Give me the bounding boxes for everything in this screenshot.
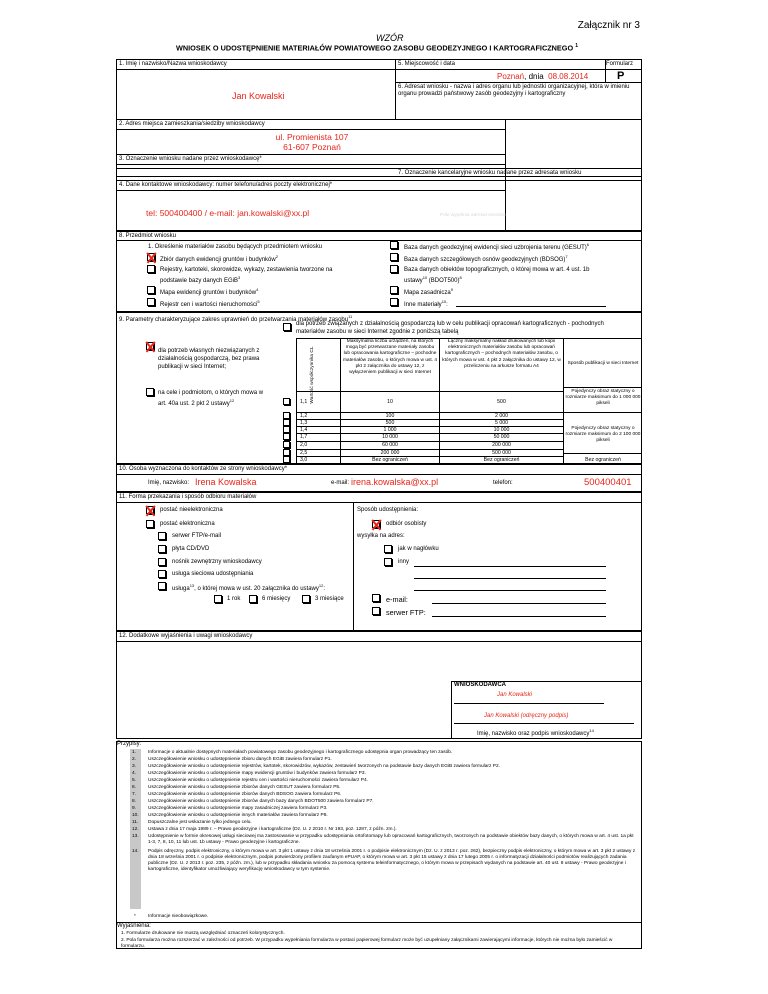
s9-row-cl: 3,0 [300, 457, 308, 463]
s9-col2: Łączny maksymalny nakład drukowanych lub kopii elektronicznych materiałów zasobu lub opracowań kartograficznych – pochodnych materiałów zasobu, o których mowa w ust. 4 pkt 2 załącznika do ustawy 12, w przeliczeniu na arkusze formatu A4 [442, 339, 561, 369]
footnote-text: Ustawa z dnia 17 maja 1989 r. – Prawo geodezyjne i kartograficzne (Dz. U. z 2010 r. Nr 193, poz. 1287, z późn. zm.). [148, 827, 397, 832]
s8-item-mapa-ewid: Mapa ewidencji gruntów i budynków$^4$ [160, 287, 259, 296]
address-line2[interactable]: 61-607 Poznań [283, 142, 341, 152]
s9-col3: Sposób publikacji w sieci Internet [567, 361, 639, 366]
s12-applicant: WNIOSKODAWCA [454, 682, 506, 688]
s8-item-bdsog: Baza danych szczegółowych osnów geodezyjnych (BDSOG)$^7$ [404, 254, 568, 263]
s10-email[interactable]: irena.kowalska@xx.pl [351, 477, 439, 487]
footnote-number: 11. [132, 820, 139, 825]
footnote-text: Uszczegółowienie wniosku o udostępnienie innych materiałów zawiera formularz P8. [148, 813, 328, 818]
footnote-star-mark: * [134, 914, 136, 919]
s8-intro: 1. Określenie materiałów zasobu będących przedmiotem wniosku [148, 244, 323, 250]
place-date[interactable]: Poznań, dnia 08.08.2014 [497, 72, 589, 81]
s8-item-inne: Inne materiały$^{10}$: [404, 299, 448, 308]
s8-checkbox-gesut[interactable] [390, 241, 398, 249]
footnote-number: 4. [132, 771, 137, 776]
footnote-text: Udostępnienie w formie okresowej usługi sieciowej ma zastosowanie w przypadku udostępniania ortofotomapy lub opracowań kartograficznych, tworzonych na podstawie obiektów bazy danych, o których mowa w art. 4 ust. 1a pkt 1-3, 7, 8, 10, 11 lub ust. 1b ustawy - Prawo geodezyjne i kartograficzne. [148, 834, 634, 845]
s10-phone[interactable]: 500400401 [584, 477, 632, 488]
s9-label: 9. Parametry charakteryzujące zakres uprawnień do przetwarzania materiałów zasobu$^{11}$ [119, 314, 353, 323]
s11-checkbox-ftp-server[interactable] [372, 607, 380, 615]
explanation-2: 2. Pola formularza można rozszerzać w zależności od potrzeb. W przypadku wypełniania formularza w postaci papierowej formularz może być uzupełniany załącznikami zawierającymi informacje, których nie można było zamieścić w formularzu. [121, 938, 613, 949]
s9-row-dev: 10 [387, 398, 393, 405]
s9-row-cl: 1,4 [300, 426, 308, 433]
s11-checkbox-cd[interactable] [158, 545, 166, 553]
wzor-label: WZÓR [376, 33, 404, 43]
s10-phone-label: telefon: [493, 480, 513, 486]
s9-checkbox-own[interactable] [146, 342, 154, 350]
form-title: WNIOSEK O UDOSTĘPNIENIE MATERIAŁÓW POWIATOWEGO ZASOBU GEODEZYJNEGO I KARTOGRAFICZNEGO $^1$ [176, 43, 578, 53]
s4-label: 4. Dane kontaktowe wnioskodawcy: numer telefonu/adres poczty elektronicznej* [119, 182, 333, 188]
s11-how: Sposób udostępnienia: [357, 507, 419, 513]
s9-checkbox-business[interactable] [283, 323, 291, 331]
s10-label: 10. Osoba wyznaczona do kontaktów ze strony wnioskodawcy* [119, 466, 288, 472]
s9-row-checkbox[interactable] [283, 398, 290, 405]
s1-label: 1. Imię i nazwisko/Nazwa wnioskodawcy [119, 61, 227, 67]
s11-checkbox-paper[interactable] [146, 506, 154, 514]
s9-col1: Maksymalna liczba urządzeń, na których mogą być przetwarzane materiały zasobu lub opracowania kartograficzne – pochodne materiałów zasobu, o których mowa w ust. 4 pkt 2 załącznika do ustawy 12, z wyłączeniem publikacji w sieci Internet [342, 339, 438, 376]
s9-row-dev: 200 000 [380, 449, 400, 456]
s9-row-copies: 2 000 [495, 412, 508, 419]
s9-row-copies: 500 000 [492, 449, 511, 456]
s11-pickup: odbiór osobisty [386, 521, 427, 527]
s11-service2: usługa$^{13}$, o której mowa w ust. 20 załącznika do ustawy$^{12}$: [172, 583, 325, 592]
s9-row-checkbox[interactable] [283, 426, 290, 433]
footnote-number: 1. [132, 750, 137, 755]
address-line1[interactable]: ul. Promienista 107 [275, 132, 349, 142]
s9-row-checkbox[interactable] [283, 419, 290, 426]
footnote-number: 12. [132, 827, 139, 832]
s11-checkbox-external[interactable] [158, 558, 166, 566]
s9-third-text: na cele i podmiotom, o których mowa w art. 40a ust. 2 pkt 2 ustawy$^{12}$ [158, 390, 264, 407]
footnote-text: Dopuszczalne jest wskazanie tylko jednego celu. [148, 820, 252, 825]
footnote-text: Uszczegółowienie wniosku o udostępnienie rejestru cen i wartości nieruchomości zawiera formularz P4. [148, 778, 368, 783]
s11-email: e-mail: [386, 595, 408, 604]
annex-label: Załącznik nr 3 [577, 20, 640, 31]
s9-row-copies: 500 [497, 398, 506, 405]
explanations-title: Wyjaśnienia: [117, 923, 151, 929]
form-letter: P [617, 70, 625, 82]
contact-data[interactable]: tel: 500400400 / e-mail: jan.kowalski@xx.pl [146, 208, 310, 218]
s8-checkbox-bdot500[interactable] [390, 265, 398, 273]
footnote-number: 2. [132, 757, 137, 762]
s9-row-copies: 200 000 [492, 442, 511, 448]
s11-ftp-server: serwer FTP: [386, 608, 426, 617]
s11-checkbox-1y[interactable] [214, 595, 222, 603]
footnote-text: Uszczegółowienie wniosku o udostępnienie zbiorów danych BDSOG zawiera formularz P6. [148, 792, 342, 797]
s9-row-copies: 50 000 [493, 434, 510, 440]
footnote-text: Uszczegółowienie wniosku o udostępnienie mapy zasadniczej zawiera formularz P3. [148, 806, 328, 811]
s11-checkbox-pickup[interactable] [372, 520, 380, 528]
s11-checkbox-ftp[interactable] [158, 532, 166, 540]
s9-own-text: dla potrzeb własnych niezwiązanych z działalnością gospodarczą, bez prawa publikacji w sieci Internet; [158, 348, 260, 370]
s9-row-cl: 1,1 [300, 398, 308, 405]
s8-checkbox-bdsog[interactable] [390, 253, 398, 261]
s11-ftp: serwer FTP/e-mail [172, 533, 222, 539]
s8-label: 8. Przedmiot wniosku [119, 233, 177, 239]
s11-checkbox-as-header[interactable] [384, 545, 392, 553]
s9-row-copies: Bez ograniczeń [483, 457, 520, 463]
s12-label: 12. Dodatkowe wyjaśnienia i uwagi wnioskodawcy [119, 633, 253, 639]
s9-row-cl: 1,2 [300, 412, 308, 419]
s8-item-mapa-zas: Mapa zasadnicza$^9$ [404, 287, 453, 296]
footnote-text: Informacje o aktualnie dostępnych materiałach powiatowego zasobu geodezyjnego i kartograficznego udostępnia organ prowadzący ten zasób. [148, 750, 453, 755]
footnote-text: Uszczegółowienie wniosku o udostępnienie mapy ewidencji gruntów i budynków zawiera formularz P3. [148, 771, 366, 776]
s9-note1: Pojedynczy obraz statyczny o rozmiarze maksimum do 1 000 000 pikseli [565, 389, 641, 407]
s11-email-line[interactable] [432, 603, 606, 604]
footnote-number: 3. [132, 764, 137, 769]
s8-checkbox-egib[interactable] [147, 253, 155, 261]
s9-row-dev: 60 000 [382, 442, 398, 448]
s8-item-rejestry: Rejestry, kartoteki, skorowidze, wykazy, zestawienia tworzone na podstawie bazy danych EGiB$^3$ [160, 267, 333, 284]
s7-label: 7. Oznaczenie kancelaryjne wniosku nadane przez adresata wniosku [398, 170, 582, 176]
s9-row-copies: 10 000 [493, 426, 510, 433]
s8-item-egib: Zbiór danych ewidencji gruntów i budynków$^2$ [160, 254, 278, 263]
s11-shipping: wysyłka na adres: [357, 533, 405, 539]
s11-checkbox-service[interactable] [158, 570, 166, 578]
s11-checkbox-email[interactable] [372, 594, 380, 602]
footnote-text: Uszczegółowienie wniosku o udostępnienie zbiorów danych bazy danych BDOT500 zawiera formularz P7. [148, 799, 374, 804]
s9-business-text: dla potrzeb związanych z działalnością gospodarczą lub w celu publikacji opracowań kartograficznych - pochodnych materiałów zasobu w sieci Internet zgodnie z poniższą tabelą [296, 321, 604, 335]
s11-checkbox-other[interactable] [384, 558, 392, 566]
s9-row-cl: 2,0 [300, 442, 308, 448]
s8-checkbox-mapa-ewid[interactable] [147, 286, 155, 294]
s11-ftp-line[interactable] [432, 616, 606, 617]
s8-checkbox-mapa-zas[interactable] [390, 286, 398, 294]
s10-name-label: Imię, nazwisko: [148, 480, 190, 486]
s9-row-pub: Bez ograniczeń [585, 457, 621, 463]
s11-electronic: postać elektroniczna [160, 521, 215, 527]
s8-item-gesut: Baza danych geodezyjnej ewidencji sieci uzbrojenia terenu (GESUT)$^6$ [404, 242, 589, 251]
s9-note2: Pojedynczy obraz statyczny o rozmiarze maksimum do 2 100 000 pikseli [565, 426, 641, 444]
s9-row-dev: 100 [385, 412, 395, 419]
s5-label: 5. Miejscowość i data [398, 61, 456, 67]
footnote-number: 9. [132, 806, 137, 811]
footnote-number: 10. [132, 813, 139, 818]
s9-row-cl: 1,3 [300, 419, 308, 426]
s11-service: usługa sieciowa udostępniania [172, 571, 254, 577]
s8-inne-line[interactable] [456, 306, 606, 307]
s12-sign1: Jan Kowalski [497, 692, 533, 698]
s9-row-dev: Bez ograniczeń [372, 457, 408, 463]
s9-col-wsp: Wartość współczynnika CL [310, 346, 315, 404]
s8-checkbox-inne[interactable] [390, 298, 398, 306]
s11-as-header: jak w nagłówku [398, 546, 439, 552]
s9-row-checkbox[interactable] [283, 456, 290, 463]
s10-email-label: e-mail: [331, 480, 350, 486]
s9-row-cl: 1,7 [300, 434, 308, 440]
s2-label: 2. Adres miejsca zamieszkania/siedziby wnioskodawcy [119, 121, 265, 127]
footnote-number: 5. [132, 778, 137, 783]
applicant-name[interactable]: Jan Kowalski [232, 91, 285, 101]
s11-checkbox-electronic[interactable] [146, 520, 154, 528]
s9-row-checkbox[interactable] [283, 412, 290, 419]
footnote-text: Uszczegółowienie wniosku o udostępnienie rejestrów, kartotek, skorowidzów, wykazów, zestawień tworzonych na podstawie bazy danych EGiB zawiera formularz P2. [148, 764, 500, 769]
s9-row-copies: 5 000 [495, 419, 508, 426]
formularz-label: Formularz [606, 61, 634, 67]
footnote-number: 7. [132, 792, 137, 797]
s10-name[interactable]: Irena Kowalska [195, 477, 257, 487]
s11-checkbox-service2[interactable] [158, 582, 166, 590]
s12-sign2[interactable]: Jan Kowalski (odręczny podpis) [484, 713, 569, 719]
s11-1y: 1 rok [227, 596, 241, 602]
footnote-text: Uszczegółowienie wniosku o udostępnienie zbioru danych EGiB zawiera formularz P1. [148, 757, 332, 762]
footnote-number: 13. [132, 834, 139, 839]
footnote-text: Podpis odręczny, podpis elektroniczny, o którym mowa w art. 3 pkt 1 ustawy z dnia 18 września 2001 r. o podpisie elektronicznym (Dz. U. z 2013 r. poz. 262), bezpieczny podpis elektroniczny, o którym mowa w art. 3 pkt 2 ustawy z dnia 18 września 2001 r. o podpisie elektronicznym, podpis potwierdzony profilem zaufanym ePUAP, o którym mowa w art. 3 pkt 15 ustawy z dnia 17 lutego 2005 r. o informatyzacji działalności podmiotów realizujących zadania publiczne (Dz. U. z 2013 r. poz. 235, z późn. zm.), lub w przypadku składania wniosku za pomocą systemu teleinformatycznego, o którym mowa w przepisach wydanych na podstawie art. 40 ust. 8 ustawy - Prawo geodezyjne i kartograficzne, identyfikator umożliwiający weryfikację wnioskodawcy w tym systemie. [148, 849, 636, 872]
footnote-number: 6. [132, 785, 137, 790]
s11-6m: 6 miesięcy [262, 596, 291, 602]
s6-label: 6. Adresat wniosku - nazwa i adres organu lub jednostki organizacyjnej, która w imieniu organu prowadzi państwowy zasób geodezyjny i kartograficzny [398, 84, 630, 97]
s11-checkbox-3m[interactable] [302, 595, 310, 603]
s3-label: 3. Oznaczenie wniosku nadane przez wnioskodawcę* [119, 156, 262, 162]
s8-checkbox-rejestry[interactable] [147, 265, 155, 273]
s8-item-rejestr-cen: Rejestr cen i wartości nieruchomości$^5$ [160, 299, 260, 308]
s11-checkbox-6m[interactable] [249, 595, 257, 603]
s8-checkbox-rejestr-cen[interactable] [147, 298, 155, 306]
footnote-text: Uszczegółowienie wniosku o udostępnienie zbiorów danych GESUT zawiera formularz P5. [148, 785, 341, 790]
s11-other: inny [398, 559, 410, 565]
s9-row-dev: 10 000 [382, 434, 398, 440]
s11-cd: płyta CD/DVD [172, 546, 210, 552]
addressee-placeholder: Pole wypełnia adresat wniosku [440, 213, 506, 218]
s12-sign-label: Imię, nazwisko oraz podpis wnioskodawcy$^{14}$ [477, 728, 594, 737]
s9-checkbox-third[interactable] [146, 388, 154, 396]
s9-row-cl: 2,5 [300, 449, 308, 456]
s9-row-checkbox[interactable] [283, 449, 290, 456]
footnote-number: 8. [132, 799, 137, 804]
s11-3m: 3 miesiące [315, 596, 344, 602]
s11-external: nośnik zewnętrzny wnioskodawcy [172, 559, 262, 565]
footnotes-title: Przypisy: [117, 741, 142, 747]
s8-item-bdot500: Baza danych obiektów topograficznych, o której mowa w art. 4 ust. 1b ustawy$^{10}$ (BDOT500)$^8$ [404, 267, 590, 284]
footnote-star: Informacje nieobowiązkowe. [148, 914, 209, 919]
s9-row-checkbox[interactable] [283, 441, 290, 448]
s9-row-dev: 1 000 [383, 426, 397, 433]
explanation-1: 1. Formularze drukowane nie muszą uwzględniać oznaczeń kolorystycznych. [121, 931, 285, 936]
s9-row-checkbox[interactable] [283, 433, 290, 440]
footnote-number: 14. [132, 849, 139, 854]
s11-label: 11. Forma przekazania i sposób odbioru materiałów [119, 494, 257, 500]
s11-paper: postać nieelektroniczna [160, 507, 223, 513]
s9-row-dev: 500 [385, 419, 395, 426]
